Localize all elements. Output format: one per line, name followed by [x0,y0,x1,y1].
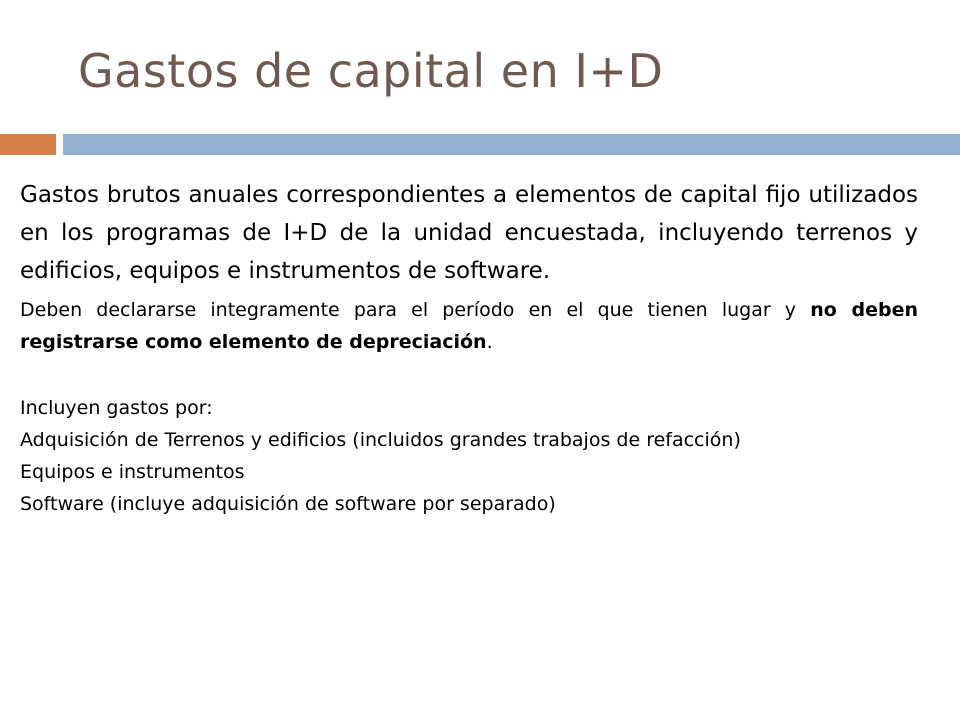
accent-bar-orange [0,134,56,155]
includes-heading: Incluyen gastos por: [20,397,213,419]
declaration-end: . [486,331,493,353]
slide-title: Gastos de capital en I+D [78,44,664,98]
definition-paragraph: Gastos brutos anuales correspondientes a elementos de capital fijo utilizados en los programas de I+D de la unidad encuestada, incluyendo terrenos y edificios, equipos e instrumentos de software. [20,182,918,284]
slide-body [20,176,918,520]
accent-bar-blue [63,134,960,155]
list-item-land-buildings: Adquisición de Terrenos y edificios (incluidos grandes trabajos de refacción) [20,429,741,451]
list-item-equipment: Equipos e instrumentos [20,461,245,483]
declaration-emphasis: no deben registrarse como elemento de depreciación [20,299,919,353]
declaration-paragraph [20,294,918,358]
list-item-software: Software (incluye adquisición de software por separado) [20,493,556,515]
declaration-text: Deben declararse integramente para el período en el que tienen lugar y [20,299,811,321]
